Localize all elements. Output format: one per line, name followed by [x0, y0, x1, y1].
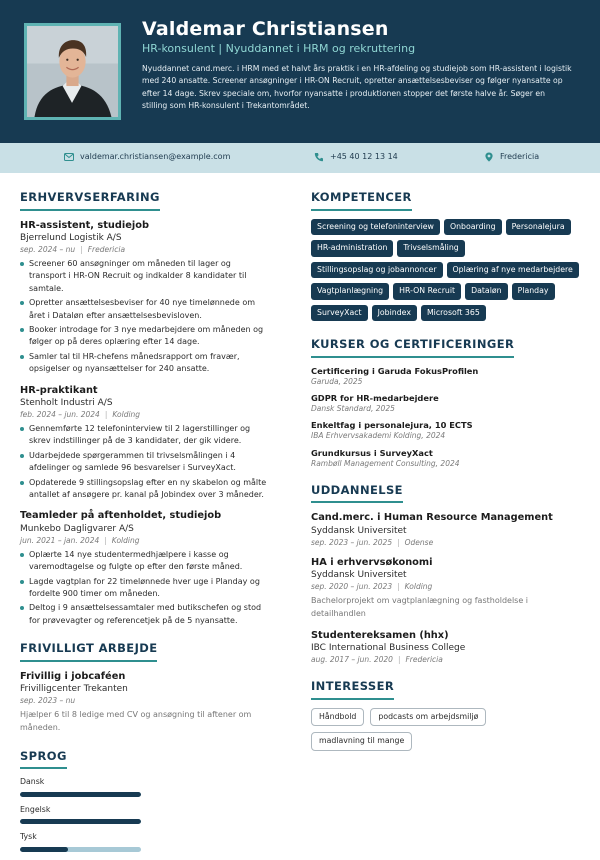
job-dates: feb. 2024 – jun. 2024: [20, 409, 100, 419]
skill-chip: Jobindex: [372, 305, 417, 322]
education-meta: sep. 2023 – jun. 2025 | Odense: [311, 537, 434, 547]
language-name: Tysk: [20, 832, 37, 842]
profile-photo: [24, 23, 121, 120]
course-provider: IBA Erhvervsakademi Kolding, 2024: [311, 431, 446, 441]
course-title: Grundkursus i SurveyXact: [311, 447, 433, 458]
course-provider: Dansk Standard, 2025: [311, 404, 395, 414]
job-bullets: [20, 423, 270, 501]
job-title: Teamleder på aftenholdet, studiejob: [20, 510, 222, 522]
course-item: [311, 420, 581, 441]
education-item: [311, 511, 581, 547]
job-company: Stenholt Industri A/S: [20, 397, 113, 408]
volunteer-org: Frivilligcenter Trekanten: [20, 683, 128, 694]
contact-location: [484, 152, 539, 163]
job-title: HR-assistent, studiejob: [20, 219, 149, 231]
phone-text: +45 40 12 13 14: [330, 152, 398, 161]
job-location: Kolding: [111, 535, 140, 545]
volunteer-entry: [20, 670, 270, 735]
education-meta: sep. 2020 – jun. 2023 | Kolding: [311, 582, 433, 592]
section-title-volunteer: FRIVILLIGT ARBEJDE: [20, 641, 157, 662]
skill-chip: SurveyXact: [311, 305, 368, 322]
education-location: Odense: [404, 537, 434, 547]
education-location: Kolding: [404, 582, 433, 592]
skill-chip: Onboarding: [444, 219, 502, 236]
job-location: Kolding: [112, 409, 141, 419]
school-name: Syddansk Universitet: [311, 570, 407, 581]
course-item: [311, 448, 581, 469]
candidate-headline: HR-konsulent | Nyuddannet i HRM og rekruttering: [142, 42, 416, 55]
language-name: Dansk: [20, 777, 45, 787]
volunteer-description: Hjælper 6 til 8 ledige med CV og ansøgning til aftener om måneden.: [20, 710, 252, 732]
location-text: Fredericia: [500, 152, 540, 161]
skills-list: [311, 219, 581, 322]
education-item: [311, 629, 581, 665]
job-meta: sep. 2024 – nu | Fredericia: [20, 244, 126, 254]
job-bullets: [20, 258, 270, 376]
job-entry: [20, 384, 270, 502]
education-description: Bachelorprojekt om vagtplanlægning og fastholdelse i detailhandlen: [311, 596, 529, 619]
language-level-bar: [20, 819, 141, 824]
interest-tag: madlavning til mange: [311, 732, 412, 751]
profile-summary: Nyuddannet cand.merc. i HRM med et halvt års praktik i en HR-afdeling og studiejob som HR-assistent i logistik med 240 ansatte. Screener ansøgninger i HR-ON Recruit, opretter ansættelsesbeviser og følger nyansatte op efter 14 dage. Skrev speciale om, hvorfor nyansatte i produktionen stopper det første halve år. Søger en stilling som HR-konsulent i Trekantområdet.: [142, 64, 572, 110]
section-title-courses: KURSER OG CERTIFICERINGER: [311, 337, 514, 358]
skill-chip: Vagtplanlægning: [311, 283, 389, 300]
skill-chip: Screening og telefoninterview: [311, 219, 440, 236]
job-bullet: Oplærte 14 nye studentermedhjælpere i kasse og varemodtagelse og fulgte op efter den første måned.: [20, 549, 270, 574]
course-provider: Rambøll Management Consulting, 2024: [311, 458, 460, 468]
language-level-fill: [20, 847, 68, 852]
course-title: GDPR for HR-medarbejdere: [311, 392, 439, 403]
skill-chip: HR-administration: [311, 240, 393, 257]
job-title: HR-praktikant: [20, 384, 98, 396]
education-item: [311, 556, 581, 621]
language-list: [20, 777, 270, 852]
job-bullets: [20, 549, 270, 627]
course-provider: Garuda, 2025: [311, 376, 363, 386]
portrait-illustration: [27, 26, 118, 117]
skill-chip: Stillingsopslag og jobannoncer: [311, 262, 443, 279]
language-item: [20, 805, 270, 825]
skill-chip: Trivselsmåling: [397, 240, 464, 257]
degree-title: Cand.merc. i Human Resource Management: [311, 512, 553, 524]
education-dates: sep. 2023 – jun. 2025: [311, 537, 393, 547]
school-name: Syddansk Universitet: [311, 525, 407, 536]
education-list: [311, 511, 581, 665]
phone-icon: [314, 152, 324, 162]
language-level-bar: [20, 792, 141, 797]
header: [0, 0, 600, 143]
course-list: [311, 366, 581, 469]
language-item: [20, 777, 270, 797]
school-name: IBC International Business College: [311, 643, 466, 654]
language-level-fill: [20, 819, 141, 824]
language-name: Engelsk: [20, 804, 51, 814]
job-bullet: Opdaterede 9 stillingsopslag efter en ny skabelon og målte antallet af ansøgere pr. kanal på Jobindex over 3 måneder.: [20, 477, 270, 502]
course-title: Enkeltfag i personalejura, 10 ECTS: [311, 420, 473, 431]
job-dates: sep. 2024 – nu: [20, 244, 76, 254]
course-item: [311, 393, 581, 414]
email-icon: [64, 152, 74, 162]
left-column: [20, 190, 270, 860]
job-bullet: Deltog i 9 ansættelsessamtaler med butikschefen og stod for prøvevagter og referencetjek på de 5 nyansatte.: [20, 602, 270, 627]
candidate-name: Valdemar Christiansen: [142, 18, 389, 40]
section-title-education: UDDANNELSE: [311, 483, 403, 504]
section-title-languages: SPROG: [20, 749, 67, 770]
contact-email[interactable]: [64, 152, 230, 163]
section-title-interests: INTERESSER: [311, 679, 394, 700]
interest-tag: podcasts om arbejdsmiljø: [370, 708, 486, 727]
skill-chip: Planday: [512, 283, 555, 300]
education-dates: aug. 2017 – jun. 2020: [311, 655, 393, 665]
volunteer-title: Frivillig i jobcaféen: [20, 670, 126, 682]
course-item: [311, 366, 581, 387]
education-location: Fredericia: [405, 655, 443, 665]
email-text: valdemar.christiansen@example.com: [80, 152, 231, 161]
job-bullet: Screener 60 ansøgninger om måneden til lager og transport i HR-ON Recruit og indkalder 8 kandidater til samtale.: [20, 258, 270, 295]
job-meta: jun. 2021 – jan. 2024 | Kolding: [20, 535, 140, 545]
section-title-skills: KOMPETENCER: [311, 190, 412, 211]
contact-phone[interactable]: [314, 152, 398, 163]
education-meta: aug. 2017 – jun. 2020 | Fredericia: [311, 655, 443, 665]
interest-tag: Håndbold: [311, 708, 364, 727]
skill-chip: Microsoft 365: [421, 305, 486, 322]
job-bullet: Opretter ansættelsesbeviser for 40 nye timelønnede om året i Dataløn efter ansættelsesbevisloven.: [20, 297, 270, 322]
skill-chip: Oplæring af nye medarbejdere: [447, 262, 579, 279]
course-title: Certificering i Garuda FokusProfilen: [311, 365, 479, 376]
skill-chip: Dataløn: [465, 283, 508, 300]
job-bullet: Booker introdage for 3 nye medarbejdere om måneden og følger op på deres oplæring efter 14 dage.: [20, 324, 270, 349]
job-bullet: Udarbejdede spørgerammen til trivselsmålingen i 4 afdelinger og samlede 96 besvarelser i SurveyXact.: [20, 450, 270, 475]
job-entry: [20, 509, 270, 627]
language-level-fill: [20, 792, 141, 797]
volunteer-dates: sep. 2023 – nu: [20, 696, 76, 706]
job-bullet: Gennemførte 12 telefoninterview til 2 lagerstillinger og skrev indstillinger på de 3 kandidater, der gik videre.: [20, 423, 270, 448]
interests-list: [311, 708, 541, 751]
right-column: [311, 190, 581, 751]
location-pin-icon: [484, 152, 494, 162]
degree-title: Studentereksamen (hhx): [311, 629, 449, 641]
job-meta: feb. 2024 – jun. 2024 | Kolding: [20, 409, 141, 419]
job-location: Fredericia: [87, 244, 126, 254]
job-bullet: Samler tal til HR-chefens månedsrapport om fravær, opsigelser og nyansættelser for 240 ansatte.: [20, 351, 270, 376]
language-level-bar: [20, 847, 141, 852]
skill-chip: Personalejura: [506, 219, 571, 236]
education-dates: sep. 2020 – jun. 2023: [311, 582, 393, 592]
skill-chip: HR-ON Recruit: [393, 283, 461, 300]
job-entry: [20, 219, 270, 376]
job-company: Munkebo Dagligvarer A/S: [20, 523, 134, 534]
section-title-experience: ERHVERVSERFARING: [20, 190, 160, 211]
contact-bar: [0, 143, 600, 173]
degree-title: HA i erhvervsøkonomi: [311, 556, 433, 568]
job-company: Bjerrelund Logistik A/S: [20, 232, 122, 243]
job-dates: jun. 2021 – jan. 2024: [20, 535, 100, 545]
job-bullet: Lagde vagtplan for 22 timelønnede hver uge i Planday og fordelte 900 timer om måneden.: [20, 576, 270, 601]
